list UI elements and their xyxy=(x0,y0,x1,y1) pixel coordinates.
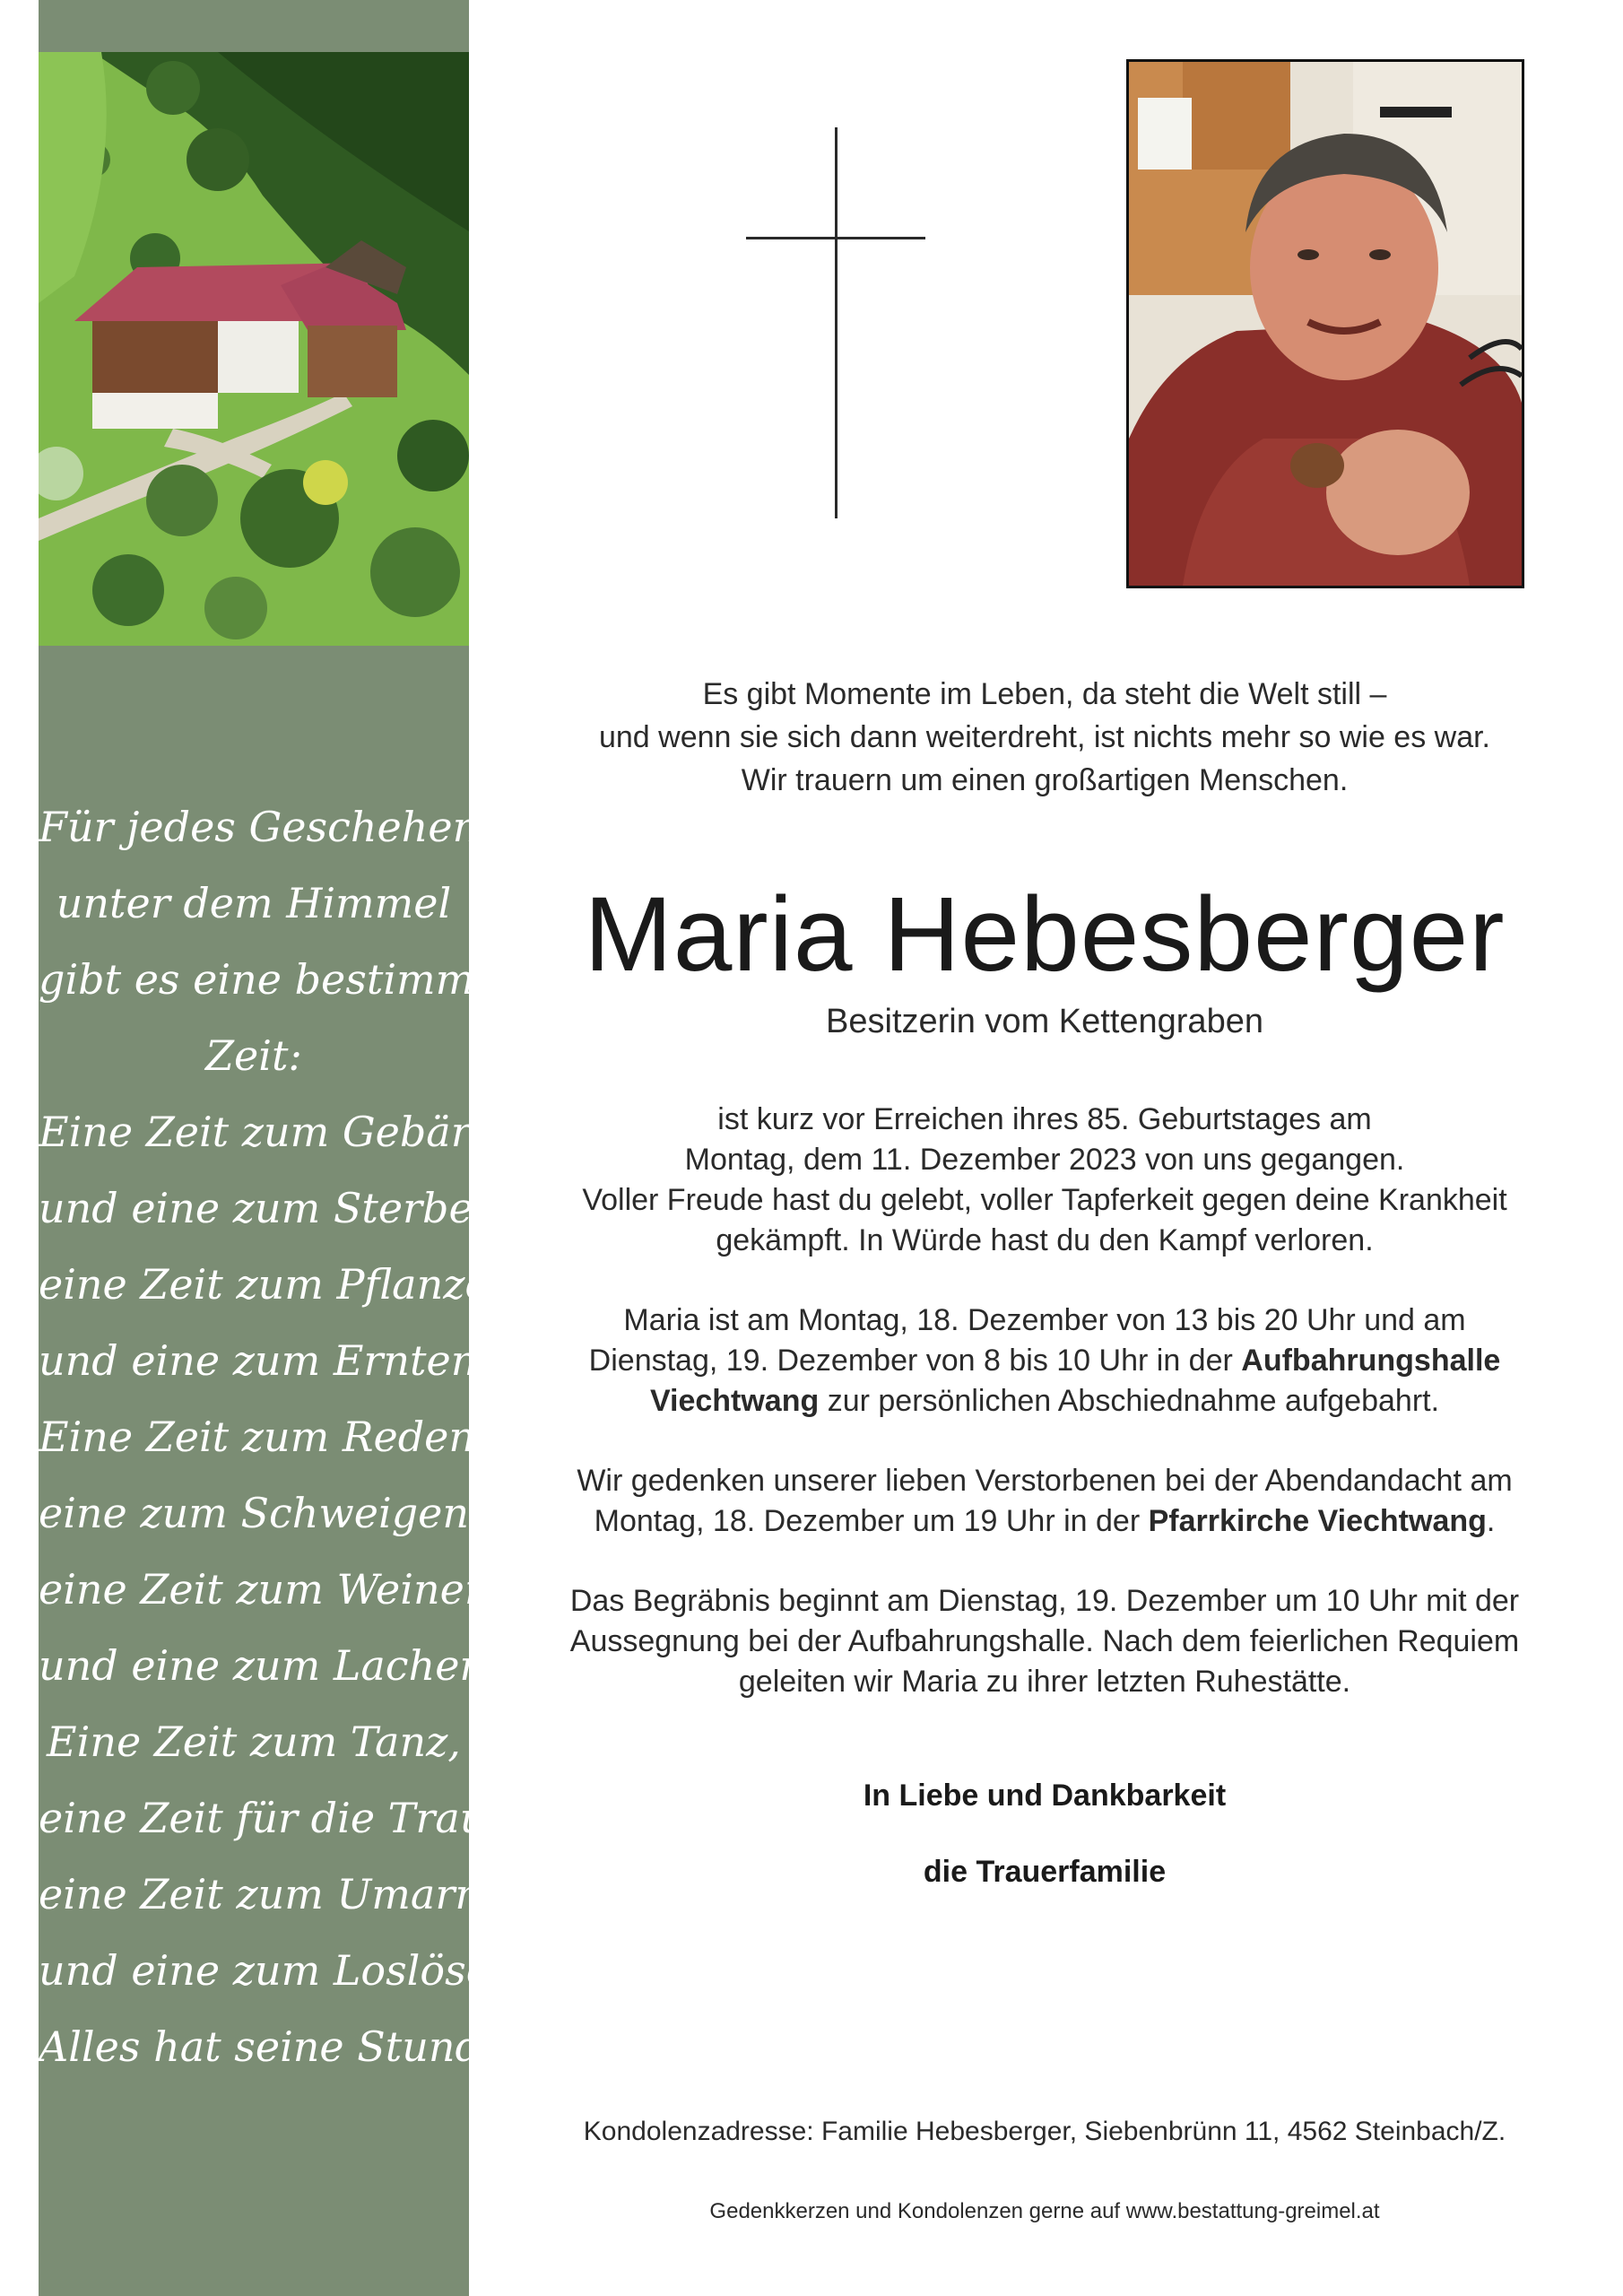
paragraph-funeral xyxy=(538,1581,1551,1702)
cross-icon xyxy=(746,127,925,518)
verse-text xyxy=(39,789,545,2085)
verse-line: Für jedes Geschehen xyxy=(39,803,480,851)
intro-quote xyxy=(538,673,1551,802)
verse-line: und eine zum Lachen. xyxy=(39,1641,499,1690)
obituary-content xyxy=(538,673,1551,1892)
verse-line: Alles hat seine Stunde. xyxy=(39,2022,519,2071)
paragraph-vigil xyxy=(538,1461,1551,1542)
verse-line: und eine zum Sterben, xyxy=(39,1184,513,1232)
verse-line: und eine zum Loslösen. xyxy=(39,1946,531,1995)
paragraph-line: gekämpft. In Würde hast du den Kampf verloren. xyxy=(716,1223,1374,1257)
deceased-name: Maria Hebesberger xyxy=(584,875,1506,994)
paragraph-line: Aussegnung bei der Aufbahrungshalle. Nach dem feierlichen Requiem xyxy=(569,1624,1520,1658)
paragraph-text: Dienstag, 19. Dezember von 8 bis 10 Uhr in der xyxy=(588,1344,1242,1378)
verse-line: eine zum Schweigen, xyxy=(39,1489,482,1537)
verse-line: eine Zeit für die Trauer, xyxy=(39,1794,540,1842)
verse-line: Eine Zeit zum Gebären xyxy=(39,1108,522,1156)
paragraph-line: ist kurz vor Erreichen ihres 85. Geburtstages am xyxy=(717,1102,1372,1136)
paragraph-line xyxy=(538,1341,1551,1381)
paragraph-line xyxy=(538,1381,1551,1422)
location-town: Viechtwang xyxy=(649,1384,820,1418)
closing-phrase: In Liebe und Dankbarkeit xyxy=(863,1779,1227,1813)
paragraph-line: Wir gedenken unserer lieben Verstorbenen bei der Abendandacht am xyxy=(577,1464,1513,1498)
intro-line: und wenn sie sich dann weiterdreht, ist nichts mehr so wie es war. xyxy=(598,720,1491,754)
verse-line: eine Zeit zum Weinen xyxy=(39,1565,491,1613)
condolence-address: Kondolenzadresse: Familie Hebesberger, Siebenbrünn 11, 4562 Steinbach/Z. xyxy=(583,2117,1506,2146)
location-church: Pfarrkirche Viechtwang xyxy=(1148,1504,1487,1538)
paragraph-text: Montag, 18. Dezember um 19 Uhr in der xyxy=(594,1504,1149,1538)
farm-aerial-photo xyxy=(39,52,469,646)
paragraph-line: Maria ist am Montag, 18. Dezember von 13 bis 20 Uhr und am xyxy=(623,1303,1466,1337)
verse-line: gibt es eine bestimmte xyxy=(39,955,516,1004)
verse-line: Eine Zeit zum Tanz, xyxy=(47,1718,461,1766)
paragraph-line: Montag, dem 11. Dezember 2023 von uns gegangen. xyxy=(684,1143,1405,1177)
verse-line: unter dem Himmel xyxy=(56,879,452,927)
deceased-subtitle: Besitzerin vom Kettengraben xyxy=(826,1003,1263,1040)
paragraph-text: . xyxy=(1486,1504,1496,1538)
paragraph-line: Das Begräbnis beginnt am Dienstag, 19. Dezember um 10 Uhr mit der xyxy=(569,1584,1520,1618)
paragraph-text: zur persönlichen Abschiednahme aufgebahrt. xyxy=(819,1384,1440,1418)
intro-line: Es gibt Momente im Leben, da steht die Welt still – xyxy=(702,677,1387,711)
paragraph-line: Voller Freude hast du gelebt, voller Tapferkeit gegen deine Krankheit xyxy=(582,1183,1507,1217)
footer-website: Gedenkkerzen und Kondolenzen gerne auf www.bestattung-greimel.at xyxy=(709,2199,1380,2223)
family-signature: die Trauerfamilie xyxy=(923,1855,1167,1889)
sidebar-panel xyxy=(39,0,545,2296)
paragraph-line xyxy=(538,1501,1551,1542)
paragraph-line: geleiten wir Maria zu ihrer letzten Ruhestätte. xyxy=(738,1665,1351,1699)
location-hall: Aufbahrungshalle xyxy=(1241,1344,1501,1378)
verse-line: Eine Zeit zum Reden, xyxy=(39,1413,489,1461)
verse-line: und eine zum Ernten. xyxy=(39,1336,490,1385)
paragraph-death-notice xyxy=(538,1100,1551,1261)
verse-line: eine Zeit zum Umarmen xyxy=(39,1870,545,1918)
verse-line: eine Zeit zum Pflanzen xyxy=(39,1260,516,1309)
paragraph-viewing xyxy=(538,1300,1551,1422)
intro-line: Wir trauern um einen großartigen Menschen. xyxy=(741,763,1349,797)
portrait-photo xyxy=(1126,59,1524,588)
verse-line: Zeit: xyxy=(205,1031,302,1080)
